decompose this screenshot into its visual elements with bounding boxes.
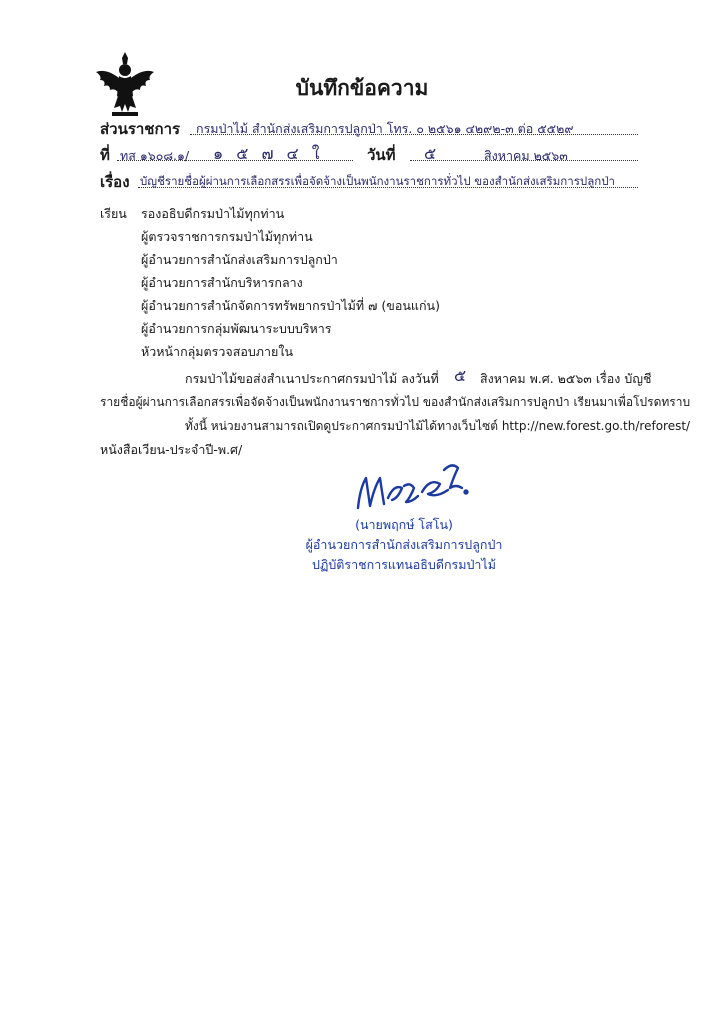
body-p2-line1: ทั้งนี้ หน่วยงานสามารถเปิดดูประกาศกรมป่าไม้ได้ทางเว็บไซต์ http://new.forest.go.th/reforest/ [185, 419, 691, 433]
recipient-item: รองอธิบดีกรมป่าไม้ทุกท่าน [141, 206, 285, 221]
recipient-item: ผู้อำนวยการสำนักจัดการทรัพยากรป่าไม้ที่ ๗ (ขอนแก่น) [141, 298, 440, 313]
body-p1-line1-end: สิงหาคม พ.ศ. ๒๕๖๓ เรื่อง บัญชี [480, 371, 652, 386]
date-month-year: สิงหาคม ๒๕๖๓ [484, 148, 568, 163]
handwritten-signature-icon [352, 458, 472, 514]
subject-dotted-line [138, 187, 638, 188]
subject-value: บัญชีรายชื่อผู้ผ่านการเลือกสรรเพื่อจัดจ้างเป็นพนักงานราชการทั่วไป ของสำนักส่งเสริมการปลูกป่า [140, 174, 615, 188]
body-p1-line2: รายชื่อผู้ผ่านการเลือกสรรเพื่อจัดจ้างเป็นพนักงานราชการทั่วไป ของสำนักส่งเสริมการปลูกป่า เรียนมาเพื่อโปรดทราบ [100, 395, 691, 409]
signature-position: ผู้อำนวยการสำนักส่งเสริมการปลูกป่า [305, 537, 503, 552]
ref-label: ที่ [100, 146, 110, 164]
signature-name: (นายพฤกษ์ โสโน) [355, 517, 453, 532]
body-p2-line2: หนังสือเวียน-ประจำปี-พ.ศ/ [100, 442, 243, 457]
subject-label: เรื่อง [100, 173, 130, 191]
ref-handwritten-number: ๑ ๕ ๗ ๔ ใ [213, 144, 324, 163]
recipient-item: ผู้อำนวยการสำนักส่งเสริมการปลูกป่า [141, 252, 338, 267]
recipient-item: ผู้อำนวยการกลุ่มพัฒนาระบบบริหาร [141, 321, 332, 336]
recipient-item: ผู้ตรวจราชการกรมป่าไม้ทุกท่าน [141, 229, 313, 244]
ref-dotted-line [117, 160, 353, 161]
date-label: วันที่ [367, 146, 396, 164]
body-p1-day: ๕ [454, 366, 467, 385]
recipient-item: ผู้อำนวยการสำนักบริหารกลาง [141, 275, 303, 290]
memo-title: บันทึกข้อความ [295, 76, 429, 100]
ref-value: ทส ๑๖๐๘.๑/ [120, 148, 190, 163]
body-p1-line1-start: กรมป่าไม้ขอส่งสำเนาประกาศกรมป่าไม้ ลงวันที่ [185, 371, 439, 386]
date-day: ๕ [424, 144, 437, 163]
recipients-label: เรียน [100, 206, 127, 221]
signature-acting: ปฏิบัติราชการแทนอธิบดีกรมป่าไม้ [312, 557, 496, 572]
department-dotted-line [190, 134, 638, 135]
date-dotted-line [410, 160, 638, 161]
department-label: ส่วนราชการ [100, 120, 181, 138]
department-value: กรมป่าไม้ สำนักส่งเสริมการปลูกป่า โทร. ๐ ๒๕๖๑ ๔๒๙๒-๓ ต่อ ๕๕๒๙ [196, 121, 574, 136]
recipient-item: หัวหน้ากลุ่มตรวจสอบภายใน [141, 344, 294, 359]
